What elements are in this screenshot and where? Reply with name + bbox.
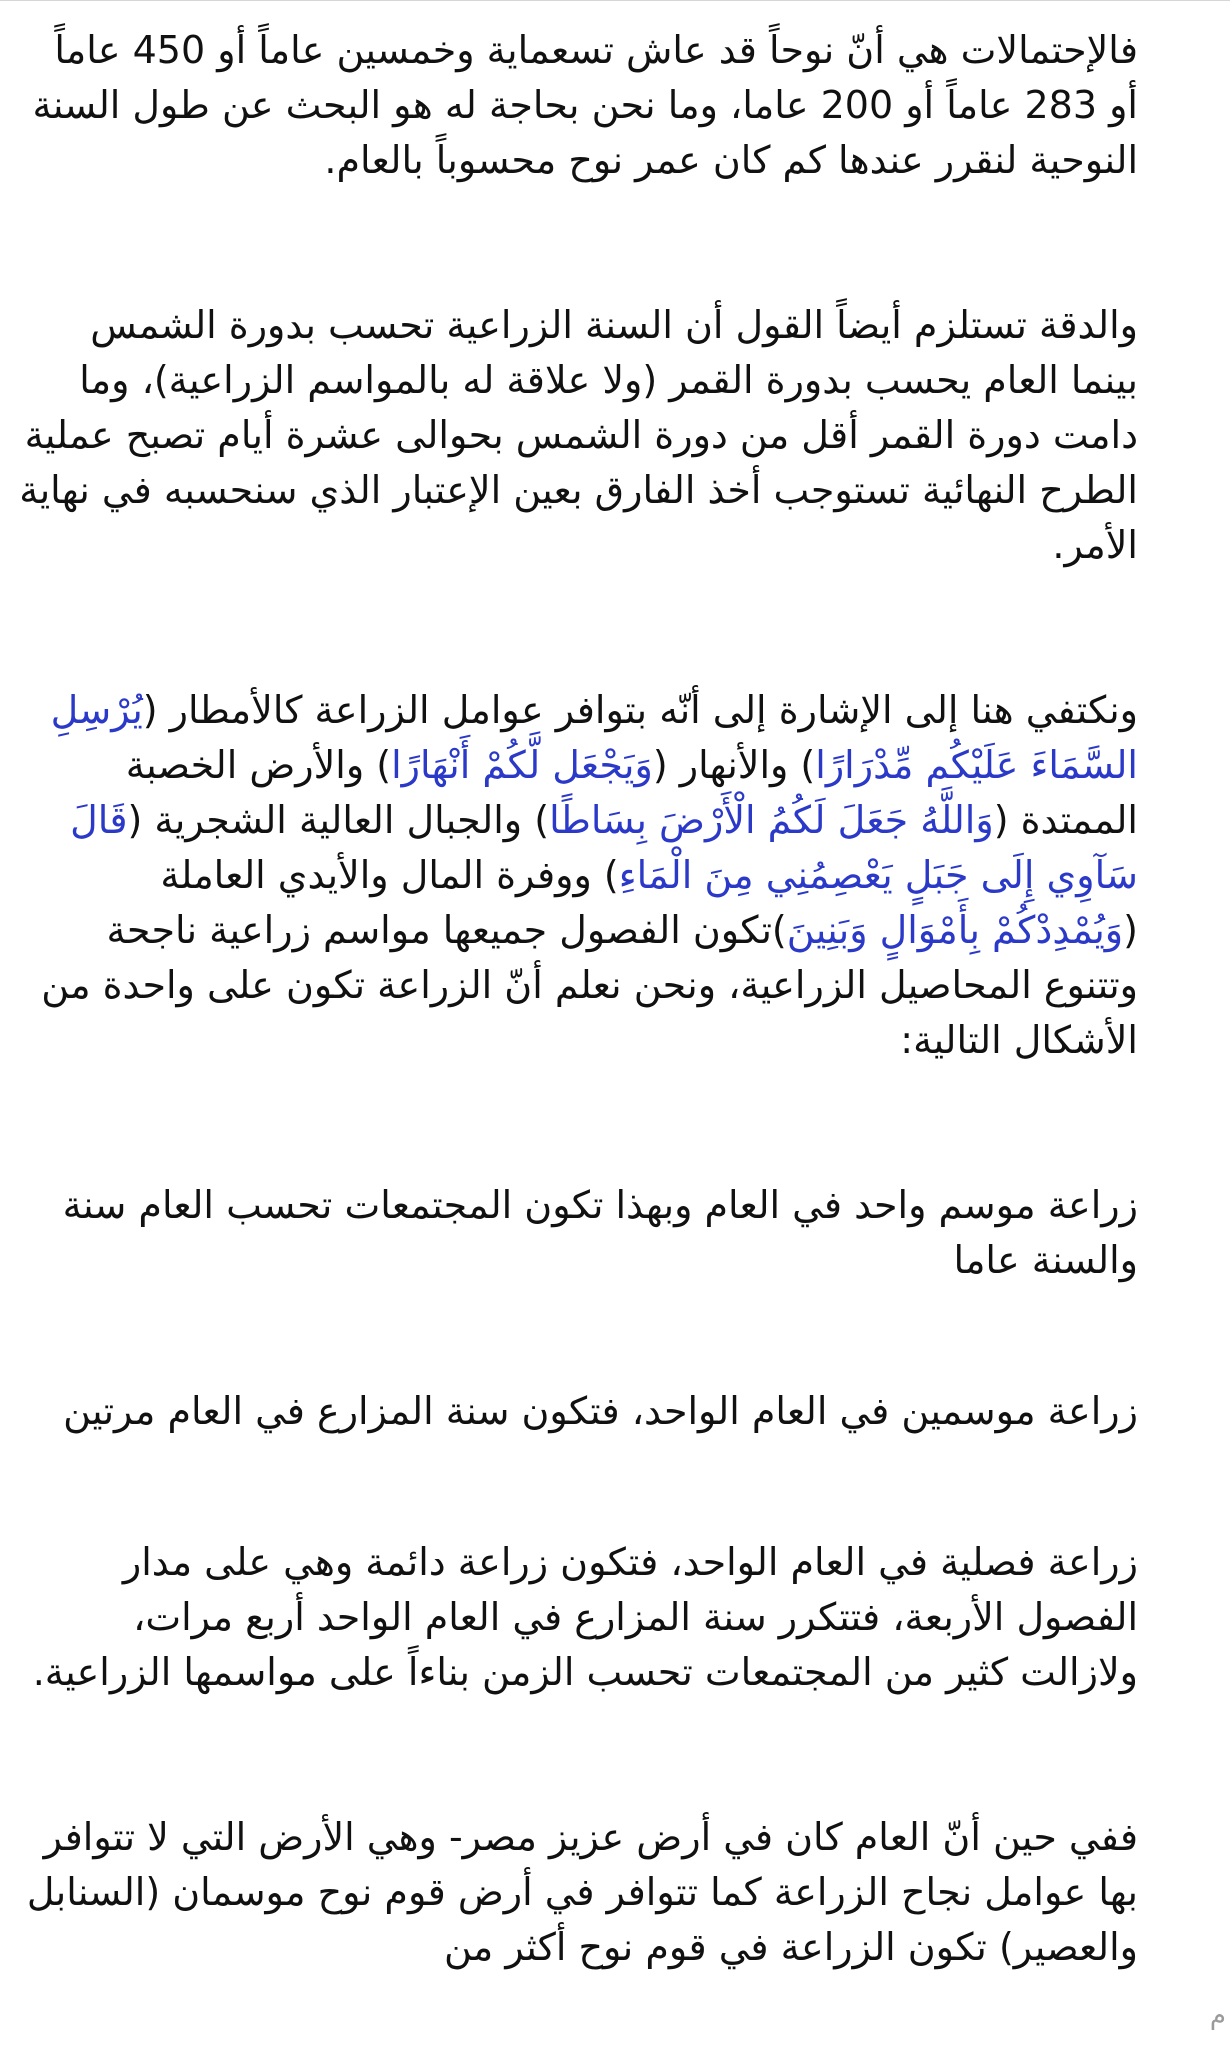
article-body bbox=[18, 23, 1138, 1975]
paragraph-solar-lunar-year: والدقة تستلزم أيضاً القول أن السنة الزراعية تحسب بدورة الشمس بينما العام يحسب بدورة القمر (ولا علاقة له بالمواسم الزراعية)، وما دامت دورة القمر أقل من دورة الشمس بحوالى عشرة أيام تصبح عملية الطرح النهائية تستوجب أخذ الفارق بعين الإعتبار الذي سنحسبه في نهاية الأمر. bbox=[19, 303, 1138, 567]
paragraph-spacer bbox=[18, 1439, 1138, 1535]
paragraph-spacer bbox=[18, 573, 1138, 683]
quran-quote-wealth: وَيُمْدِدْكُمْ بِأَمْوَالٍ وَبَنِينَ bbox=[786, 908, 1124, 952]
paragraph-spacer bbox=[18, 1700, 1138, 1810]
quran-quote-land: وَاللَّهُ جَعَلَ لَكُمُ الْأَرْضَ بِسَاطًا bbox=[549, 798, 994, 842]
text-segment: ) ووفرة المال والأيدي العاملة ( bbox=[160, 853, 1138, 952]
quran-quote-rain: يُرْسِلِ السَّمَاءَ عَلَيْكُم مِّدْرَارًا bbox=[50, 688, 1138, 787]
paragraph-spacer bbox=[18, 1068, 1138, 1178]
text-segment: )تكون الفصول جميعها مواسم زراعية ناجحة وتتنوع المحاصيل الزراعية، ونحن نعلم أنّ الزراعة تكون على واحدة من الأشكال التالية: bbox=[41, 908, 1138, 1062]
paragraph-one-season: زراعة موسم واحد في العام وبهذا تكون المجتمعات تحسب العام سنة والسنة عاما bbox=[62, 1183, 1138, 1282]
quran-quote-mountain: قَالَ سَآوِي إِلَى جَبَلٍ يَعْصِمُنِي مِنَ الْمَاءِ bbox=[70, 798, 1138, 897]
paragraph-four-seasons: زراعة فصلية في العام الواحد، فتكون زراعة دائمة وهي على مدار الفصول الأربعة، فتتكرر سنة المزارع في العام الواحد أربع مرات، ولازالت كثير من المجتمعات تحسب الزمن بناءاً على مواسمها الزراعية. bbox=[32, 1540, 1138, 1694]
quran-quote-rivers: وَيَجْعَل لَّكُمْ أَنْهَارًا bbox=[391, 743, 653, 787]
paragraph-two-seasons: زراعة موسمين في العام الواحد، فتكون سنة المزارع في العام مرتين bbox=[63, 1389, 1138, 1433]
text-segment: ) والجبال العالية الشجرية ( bbox=[127, 798, 550, 842]
paragraph-egypt-comparison: ففي حين أنّ العام كان في أرض عزيز مصر- وهي الأرض التي لا تتوافر بها عوامل نجاح الزراعة كما تتوافر في أرض قوم نوح موسمان (السنابل والعصير) تكون الزراعة في قوم نوح أكثر من bbox=[26, 1815, 1138, 1969]
paragraph-spacer bbox=[18, 1288, 1138, 1384]
paragraph-noah-age-possibilities: فالإحتمالات هي أنّ نوحاً قد عاش تسعماية وخمسين عاماً أو 450 عاماً أو 283 عاماً أو 200 عاما، وما نحن بحاجة له هو البحث عن طول السنة النوحية لنقرر عندها كم كان عمر نوح محسوباً بالعام. bbox=[32, 28, 1138, 182]
paragraph-agriculture-factors bbox=[18, 683, 1138, 1068]
text-segment: ) والأنهار ( bbox=[652, 743, 816, 787]
paragraph-spacer bbox=[18, 188, 1138, 298]
text-segment: ونكتفي هنا إلى الإشارة إلى أنّه بتوافر عوامل الزراعة كالأمطار ( bbox=[142, 688, 1138, 732]
text-segment: ) والأرض الخصبة الممتدة ( bbox=[125, 743, 1138, 842]
edge-letter-fragment: م bbox=[1209, 2001, 1226, 2031]
